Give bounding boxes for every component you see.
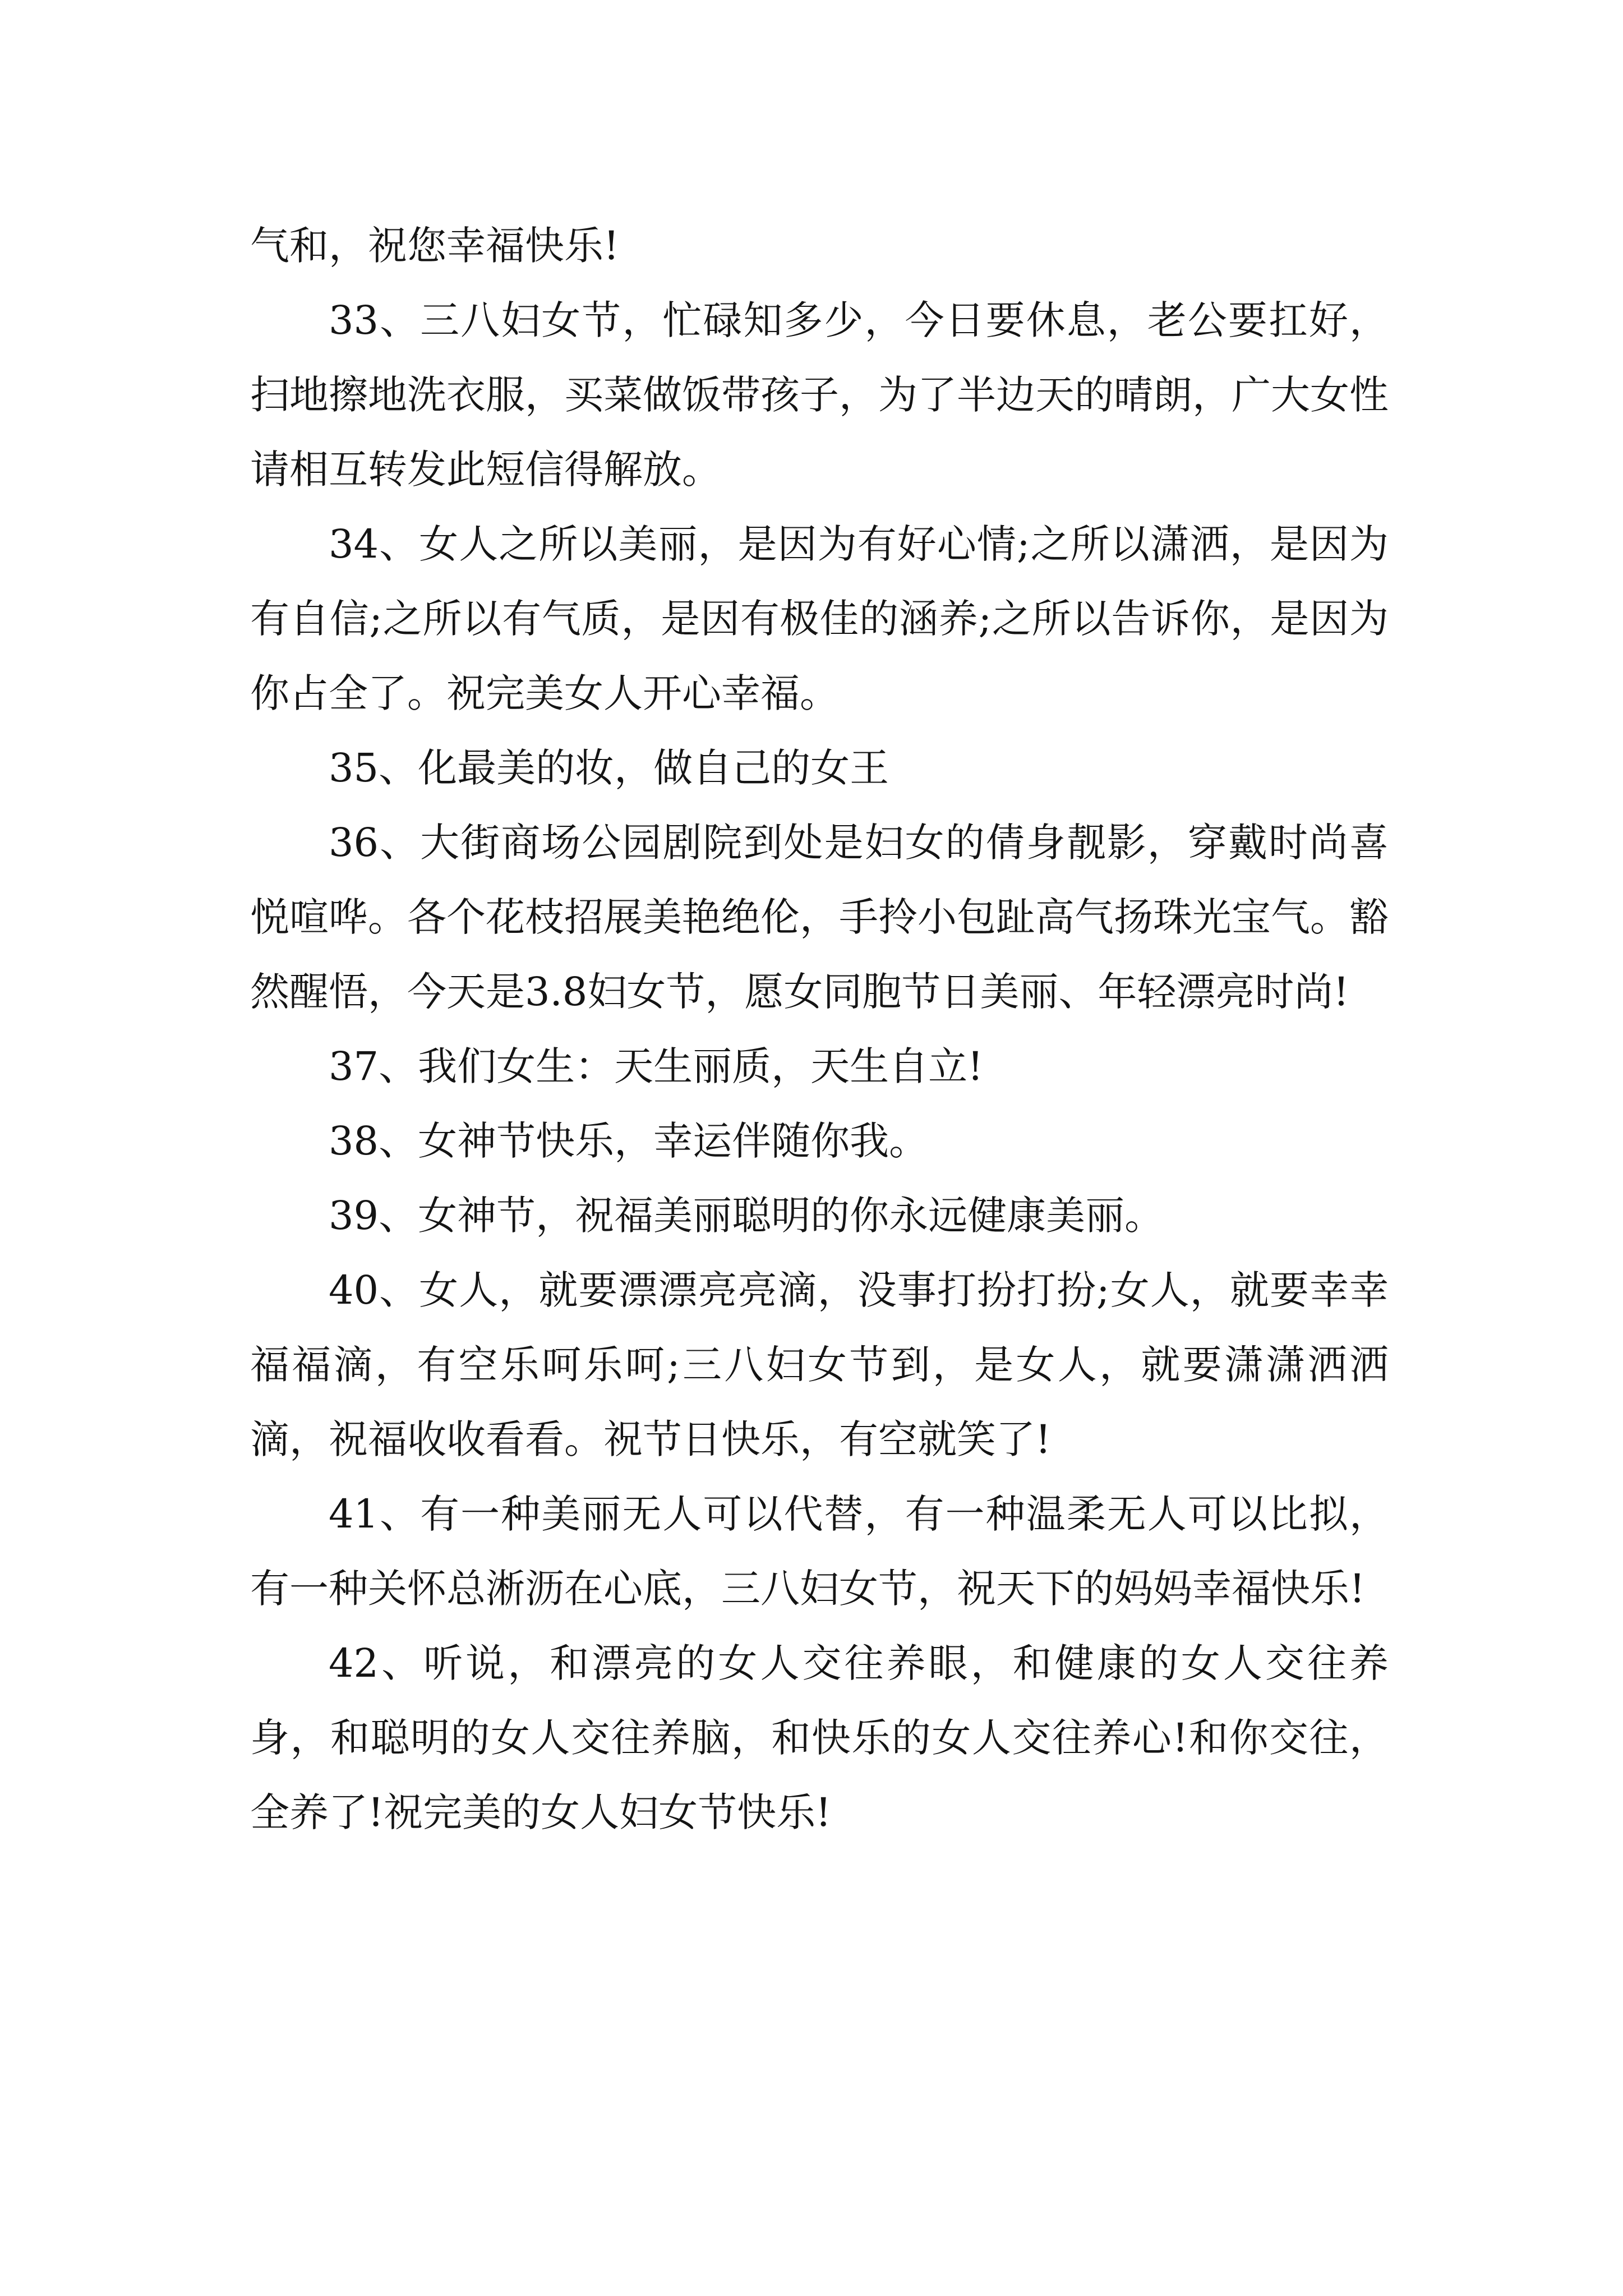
paragraph-40: 40、女人，就要漂漂亮亮滴，没事打扮打扮;女人，就要幸幸福福滴，有空乐呵乐呵;三八妇女节到，是女人，就要潇潇洒洒滴，祝福收收看看。祝节日快乐，有空就笑了! bbox=[250, 1267, 1389, 1462]
paragraph-36: 36、大街商场公园剧院到处是妇女的倩身靓影，穿戴时尚喜悦喧哗。各个花枝招展美艳绝伦，手拎小包趾高气扬珠光宝气。豁然醒悟，今天是3.8妇女节，愿女同胞节日美丽、年轻漂亮时尚! bbox=[250, 820, 1389, 1015]
paragraph-39: 39、女神节，祝福美丽聪明的你永远健康美丽。 bbox=[329, 1193, 1164, 1239]
paragraph-42: 42、听说，和漂亮的女人交往养眼，和健康的女人交往养身，和聪明的女人交往养脑，和快乐的女人交往养心!和你交往，全养了!祝完美的女人妇女节快乐! bbox=[250, 1640, 1389, 1835]
paragraph-38: 38、女神节快乐，幸运伴随你我。 bbox=[329, 1118, 929, 1164]
paragraph-continuation: 气和，祝您幸福快乐! bbox=[250, 223, 620, 269]
paragraph-33: 33、三八妇女节，忙碌知多少，今日要休息，老公要扛好，扫地擦地洗衣服，买菜做饭带孩子，为了半边天的晴朗，广大女性请相互转发此短信得解放。 bbox=[250, 297, 1389, 493]
document-body bbox=[250, 209, 1389, 1850]
paragraph-34: 34、女人之所以美丽，是因为有好心情;之所以潇洒，是因为有自信;之所以有气质，是因有极佳的涵养;之所以告诉你，是因为你占全了。祝完美女人开心幸福。 bbox=[250, 521, 1389, 716]
paragraph-37: 37、我们女生：天生丽质，天生自立! bbox=[329, 1043, 984, 1089]
paragraph-41: 41、有一种美丽无人可以代替，有一种温柔无人可以比拟，有一种关怀总淅沥在心底，三八妇女节，祝天下的妈妈幸福快乐! bbox=[250, 1491, 1389, 1612]
paragraph-35: 35、化最美的妆，做自己的女王 bbox=[329, 745, 889, 791]
